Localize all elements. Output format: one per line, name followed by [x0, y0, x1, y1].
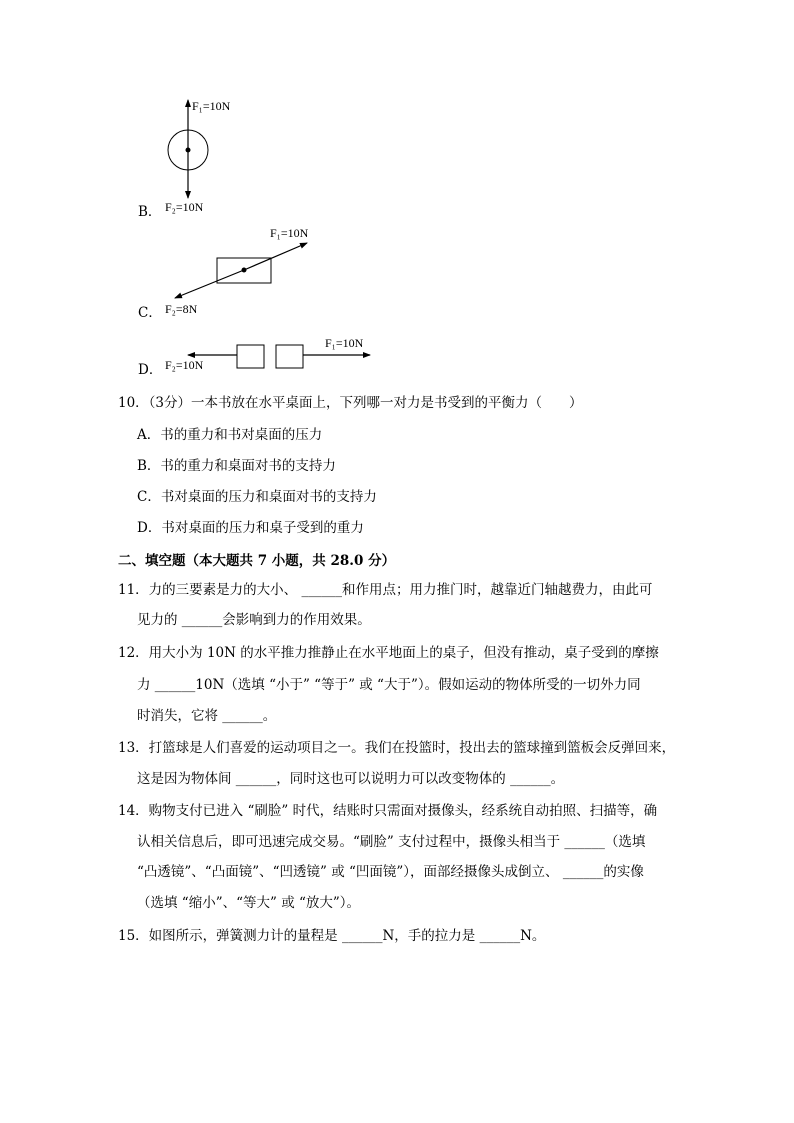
block-right [276, 345, 303, 368]
section-heading: 二、填空题（本大题共 7 小题，共 28.0 分） [118, 553, 396, 569]
q10-option-b: B．书的重力和桌面对书的支持力 [137, 458, 336, 474]
q11-line-1: 11．力的三要素是力的大小、 ______和作用点；用力推门时，越靠近门轴越费力，由此可 [118, 582, 653, 598]
q14-line-4: （选填 “缩小”、“等大” 或 “放大”）。 [137, 895, 361, 911]
label-f2-d: F₂=10N [165, 358, 204, 372]
q15-line-1: 15．如图所示，弹簧测力计的量程是 ______N，手的拉力是 ______N。 [118, 928, 546, 944]
q14-line-3: “凸透镜”、“凸面镜”、“凹透镜” 或 “凹面镜”），面部经摄像头成倒立、 ______的实像 [137, 864, 644, 880]
label-f2-b: F₂=10N [165, 200, 204, 214]
q10-option-a: A．书的重力和书对桌面的压力 [137, 427, 323, 443]
q10-option-c: C．书对桌面的压力和桌面对书的支持力 [137, 489, 377, 505]
option-d-label: D． [138, 362, 163, 378]
q14-line-1: 14．购物支付已进入 “刷脸” 时代，结账时只需面对摄像头，经系统自动拍照、扫描等，确 [118, 803, 658, 819]
label-f1-d: F₁=10N [325, 336, 364, 350]
label-f2-c: F₂=8N [165, 302, 198, 316]
option-b-label: B． [138, 204, 162, 220]
block-left [237, 345, 264, 368]
q12-line-1: 12．用大小为 10N 的水平推力推静止在水平地面上的桌子，但没有推动，桌子受到的摩擦 [118, 645, 659, 661]
q10-option-d: D．书对桌面的压力和桌子受到的重力 [137, 520, 364, 536]
q11-line-2: 见力的 ______会影响到力的作用效果。 [137, 612, 371, 628]
q13-line-2: 这是因为物体间 ______，同时这也可以说明力可以改变物体的 ______。 [137, 771, 565, 787]
question-10-stem: 10．（3分）一本书放在水平桌面上，下列哪一对力是书受到的平衡力（ ） [118, 395, 583, 411]
option-c-label: C． [138, 305, 162, 321]
q12-line-3: 时消失，它将 ______。 [137, 708, 277, 724]
label-f1-b: F₁=10N [192, 99, 231, 113]
label-f1-c: F₁=10N [270, 226, 309, 240]
q13-line-1: 13．打篮球是人们喜爱的运动项目之一。我们在投篮时，投出去的篮球撞到篮板会反弹回来， [118, 740, 676, 756]
q12-line-2: 力 ______10N（选填 “小于” “等于” 或 “大于”）。假如运动的物体所受的一切外力同 [137, 677, 641, 693]
q14-line-2: 认相关信息后，即可迅速完成交易。“刷脸” 支付过程中，摄像头相当于 ______（选填 [137, 834, 646, 850]
